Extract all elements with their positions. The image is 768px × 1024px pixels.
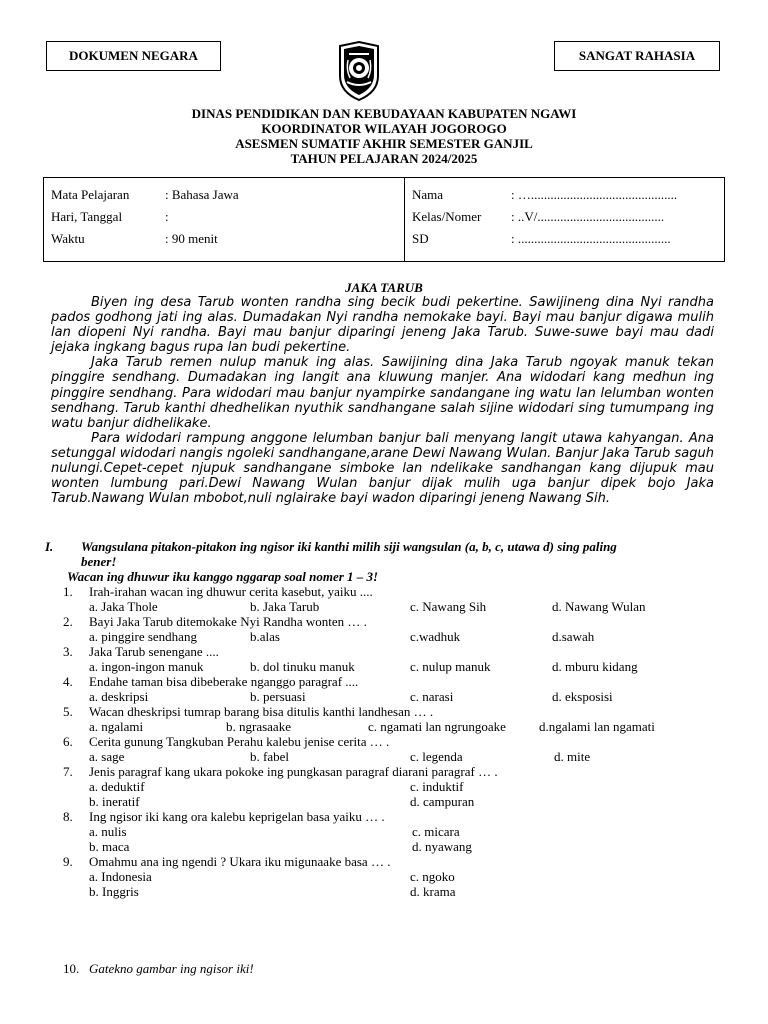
date-value: : <box>165 209 169 224</box>
section-instruction-line1: Wangsulana pitakon-pitakon ing ngisor iki kanthi milih siji wangsulan (a, b, c, utawa d) sing paling <box>81 539 617 554</box>
question-7-number: 7. <box>63 764 73 779</box>
q9-option-c[interactable]: c. ngoko <box>410 869 455 884</box>
q9-option-a[interactable]: a. Indonesia <box>89 869 152 884</box>
section-subtitle: Wacan ing dhuwur iku kanggo nggarap soal nomer 1 – 3! <box>67 569 379 584</box>
q2-option-c[interactable]: c.wadhuk <box>410 629 461 644</box>
ngawi-emblem-logo <box>337 40 381 102</box>
question-3-number: 3. <box>63 644 73 659</box>
q7-option-c[interactable]: c. induktif <box>410 779 464 794</box>
q2-option-d[interactable]: d.sawah <box>552 629 595 644</box>
q8-option-d[interactable]: d. nyawang <box>412 839 472 854</box>
section-instruction-line2: bener! <box>81 554 117 569</box>
name-label: Nama <box>412 187 444 202</box>
time-value: : 90 menit <box>165 231 218 246</box>
q3-option-d[interactable]: d. mburu kidang <box>552 659 638 674</box>
q9-option-d[interactable]: d. krama <box>410 884 456 899</box>
q1-option-c[interactable]: c. Nawang Sih <box>410 599 487 614</box>
name-field: : …............................................. <box>511 187 678 202</box>
doc-classification-right: SANGAT RAHASIA <box>554 41 720 71</box>
story-text <box>51 295 714 506</box>
story-paragraph-2: Jaka Tarub remen nulup manuk ing alas. Sawijining dina Jaka Tarub ngoyak manuk tekan pinggire sendhang. Dumadakan ing langit ana kluwung manjer. Ana widodari kang medhun ing pinggire sendhang. Para widodari mau banjur nyampirke sandangane ing watu lan lelumban wonten sendhang. Tarub kanthi dhedhelikan nyuthik sandhangane salah sijine widodari sing tumumpang ing watu banjur didhelikake. <box>51 355 714 431</box>
q3-option-b[interactable]: b. dol tinuku manuk <box>250 659 355 674</box>
q4-option-c[interactable]: c. narasi <box>410 689 454 704</box>
q7-option-b[interactable]: b. ineratif <box>89 794 140 809</box>
question-4-text: Endahe taman bisa dibeberake nganggo paragraf .... <box>89 674 359 689</box>
question-2-number: 2. <box>63 614 73 629</box>
school-field: : ............................................... <box>511 231 671 246</box>
q1-option-a[interactable]: a. Jaka Thole <box>89 599 158 614</box>
q6-option-d[interactable]: d. mite <box>554 749 591 764</box>
header-line-2: KOORDINATOR WILAYAH JOGOROGO <box>261 121 507 136</box>
question-9-number: 9. <box>63 854 73 869</box>
q4-option-d[interactable]: d. eksposisi <box>552 689 613 704</box>
story-title: JAKA TARUB <box>345 280 423 295</box>
q6-option-a[interactable]: a. sage <box>89 749 125 764</box>
question-10-number: 10. <box>63 961 80 976</box>
school-label: SD <box>412 231 429 246</box>
q8-option-a[interactable]: a. nulis <box>89 824 127 839</box>
section-number: I. <box>45 539 54 554</box>
question-9-text: Omahmu ana ing ngendi ? Ukara iku migunaake basa … . <box>89 854 391 869</box>
q6-option-c[interactable]: c. legenda <box>410 749 463 764</box>
question-6-text: Cerita gunung Tangkuban Perahu kalebu jenise cerita … . <box>89 734 390 749</box>
subject-label: Mata Pelajaran <box>51 187 130 202</box>
question-7-text: Jenis paragraf kang ukara pokoke ing pungkasan paragraf diarani paragraf … . <box>89 764 498 779</box>
question-6-number: 6. <box>63 734 73 749</box>
question-10-text: Gatekno gambar ing ngisor iki! <box>89 961 254 976</box>
q7-option-a[interactable]: a. deduktif <box>89 779 145 794</box>
subject-value: : Bahasa Jawa <box>165 187 239 202</box>
q1-option-d[interactable]: d. Nawang Wulan <box>552 599 646 614</box>
class-label: Kelas/Nomer <box>412 209 482 224</box>
header-line-1: DINAS PENDIDIKAN DAN KEBUDAYAAN KABUPATEN NGAWI <box>191 106 577 121</box>
story-paragraph-1: Biyen ing desa Tarub wonten randha sing becik budi pekertine. Sawijineng dina Nyi randha pados godhong jati ing alas. Dumadakan Nyi randha nemokake bayi. Bayi mau banjur digawa mulih lan diopeni Nyi randha. Bayi mau banjur diparingi jeneng Jaka Tarub. Suwe-suwe bayi mau dadi jejaka ingkang bagus rupa lan budi pekertine. <box>51 295 714 356</box>
q7-option-d[interactable]: d. campuran <box>410 794 475 809</box>
q5-option-c[interactable]: c. ngamati lan ngrungoake <box>368 719 506 734</box>
q4-option-a[interactable]: a. deskripsi <box>89 689 149 704</box>
q5-option-a[interactable]: a. ngalami <box>89 719 144 734</box>
q5-option-b[interactable]: b. ngrasaake <box>226 719 291 734</box>
class-field: : ..V/....................................... <box>511 209 665 224</box>
q1-option-b[interactable]: b. Jaka Tarub <box>250 599 320 614</box>
date-label: Hari, Tanggal <box>51 209 123 224</box>
q2-option-a[interactable]: a. pinggire sendhang <box>89 629 197 644</box>
header-line-4: TAHUN PELAJARAN 2024/2025 <box>290 151 478 166</box>
story-paragraph-3: Para widodari rampung anggone lelumban banjur bali menyang langit utawa kahyangan. Ana setunggal widodari nangis ngoleki sandhangane,arane Dewi Nawang Wulan. Banjur Jaka Tarub saguh nulungi.Cepet-cepet njupuk sandhangane simboke lan ndelikake sandhangan kang dijupuk mau wonten lumbung pari.Dewi Nawang Wulan banjur dijak mulih uga banjur dipek bojo Jaka Tarub.Nawang Wulan mbobot,nuli nglairake bayi wadon diparingi jeneng Nawang Sih. <box>51 430 714 507</box>
question-8-text: Ing ngisor iki kang ora kalebu keprigelan basa yaiku … . <box>89 809 385 824</box>
question-3-text: Jaka Tarub senengane .... <box>89 644 219 659</box>
q8-option-c[interactable]: c. micara <box>412 824 460 839</box>
doc-classification-left: DOKUMEN NEGARA <box>46 41 221 71</box>
question-1-text: Irah-irahan wacan ing dhuwur cerita kasebut, yaiku .... <box>89 584 373 599</box>
question-1-number: 1. <box>63 584 73 599</box>
student-info-box <box>43 177 725 262</box>
question-8-number: 8. <box>63 809 73 824</box>
q4-option-b[interactable]: b. persuasi <box>250 689 306 704</box>
question-4-number: 4. <box>63 674 73 689</box>
question-5-number: 5. <box>63 704 73 719</box>
header-line-3: ASESMEN SUMATIF AKHIR SEMESTER GANJIL <box>235 136 533 151</box>
info-box-divider <box>404 178 405 261</box>
time-label: Waktu <box>51 231 85 246</box>
q3-option-c[interactable]: c. nulup manuk <box>410 659 491 674</box>
q3-option-a[interactable]: a. ingon-ingon manuk <box>89 659 204 674</box>
q2-option-b[interactable]: b.alas <box>250 629 280 644</box>
q6-option-b[interactable]: b. fabel <box>250 749 289 764</box>
question-2-text: Bayi Jaka Tarub ditemokake Nyi Randha wonten … . <box>89 614 367 629</box>
question-5-text: Wacan dheskripsi tumrap barang bisa ditulis kanthi landhesan … . <box>89 704 434 719</box>
q5-option-d[interactable]: d.ngalami lan ngamati <box>539 719 655 734</box>
q9-option-b[interactable]: b. Inggris <box>89 884 139 899</box>
q8-option-b[interactable]: b. maca <box>89 839 130 854</box>
